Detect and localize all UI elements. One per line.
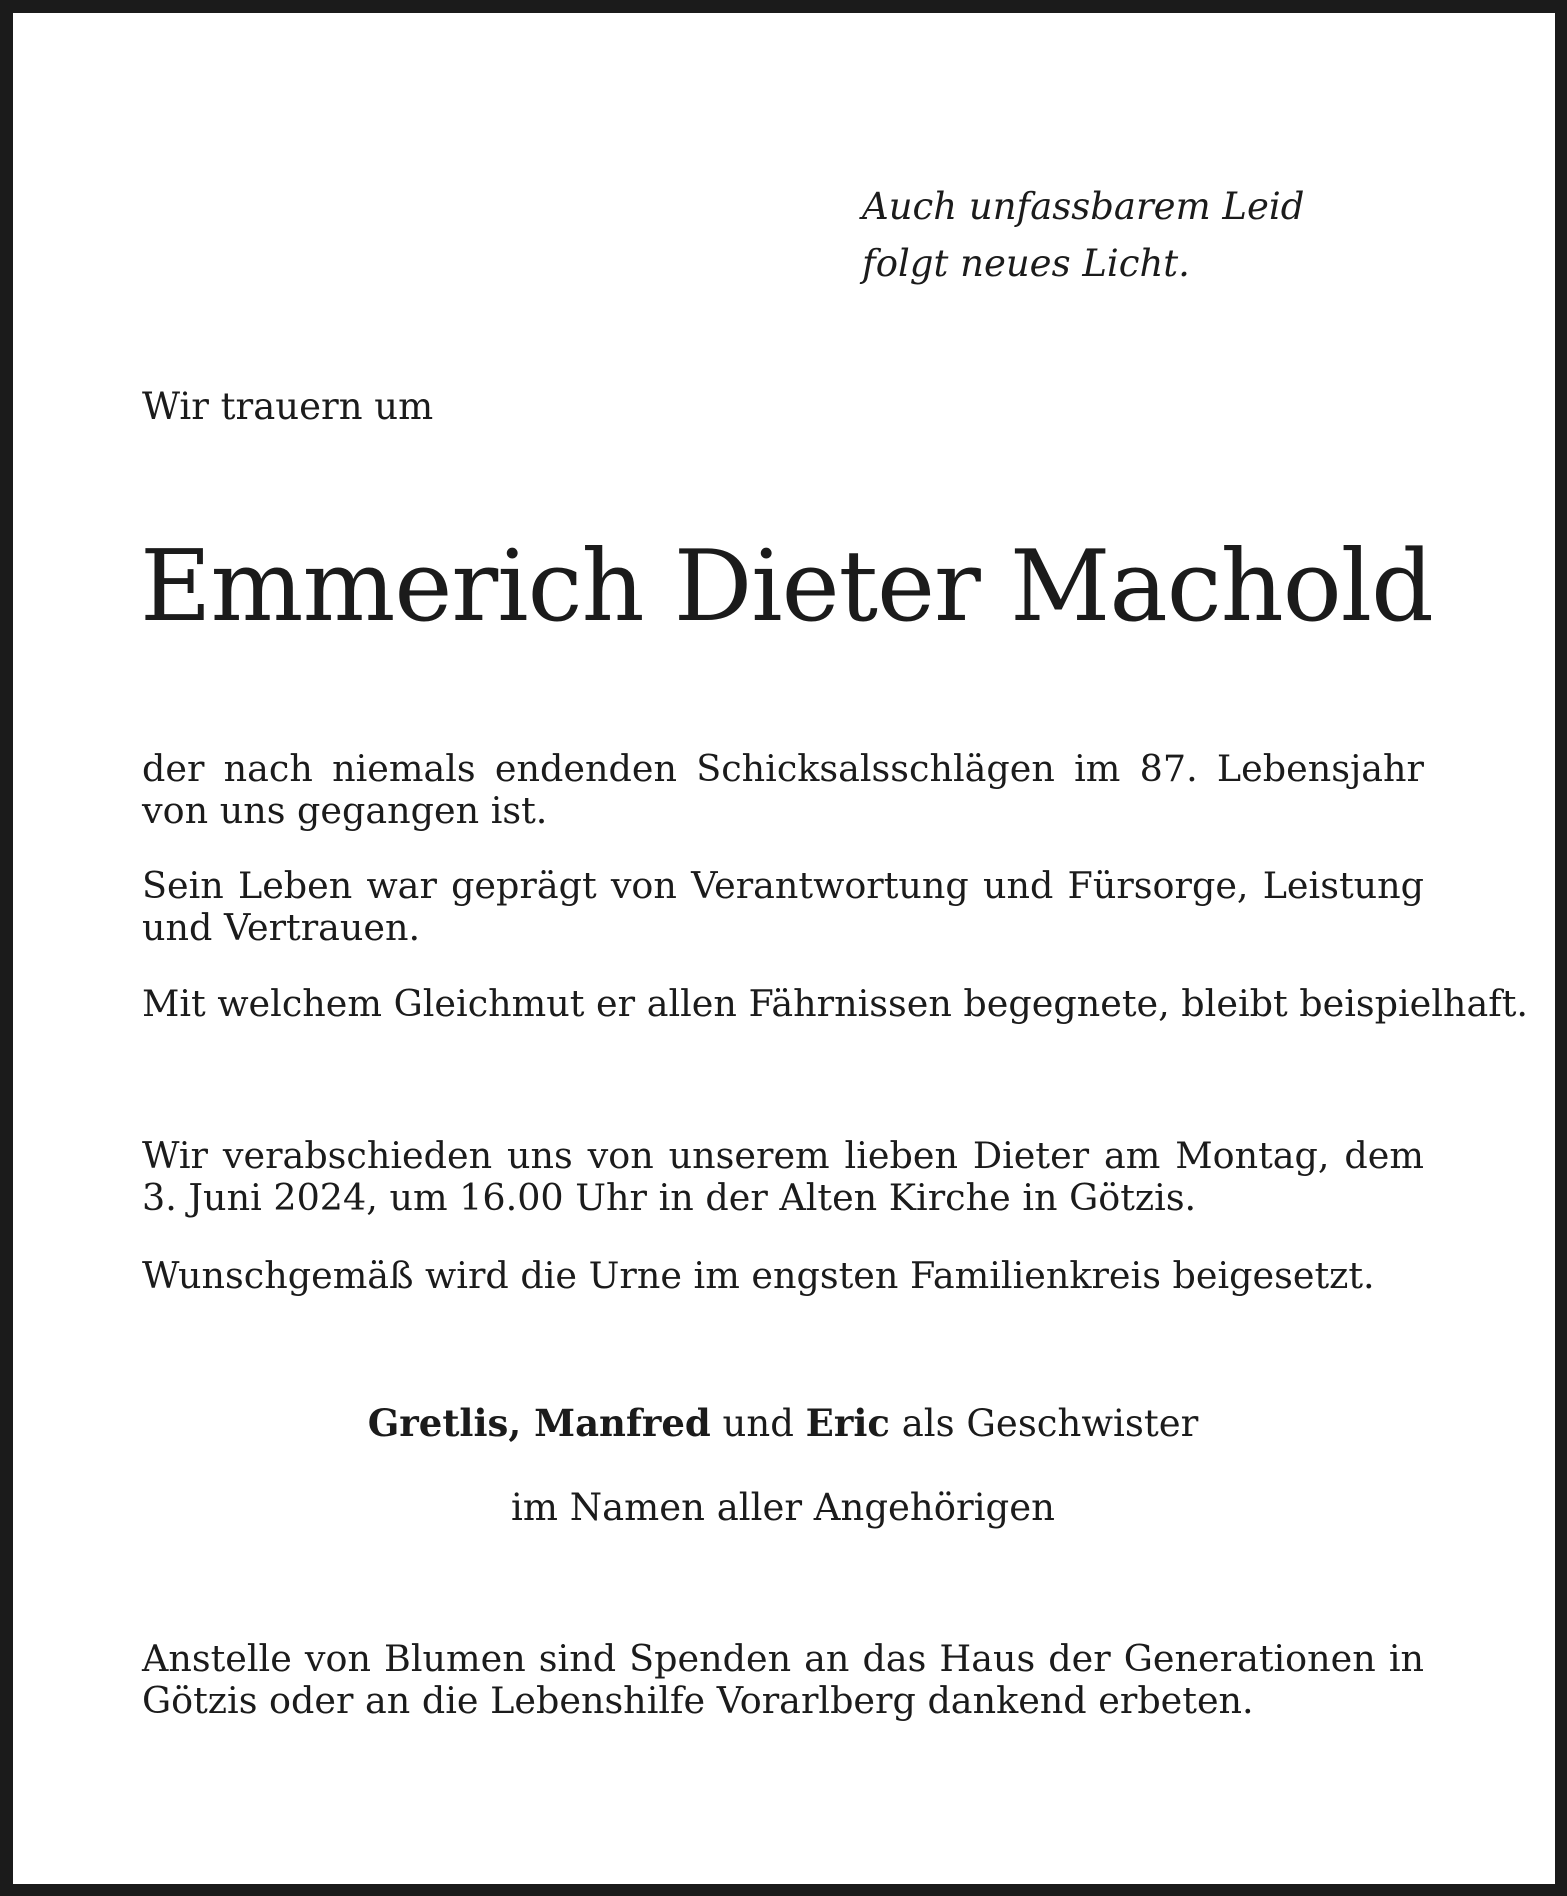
signers-line xyxy=(142,1400,1424,1447)
paragraph-life: Sein Leben war geprägt von Verantwortung und Fürsorge, Leistung und Vertrauen. xyxy=(142,864,1424,949)
motto-line-2: folgt neues Licht. xyxy=(862,242,1190,285)
paragraph-equanimity: Mit welchem Gleichmut er allen Fährnissen begegnete, bleibt beispielhaft. xyxy=(142,982,1528,1025)
paragraph-urn-burial: Wunschgemäß wird die Urne im engsten Familienkreis beigesetzt. xyxy=(142,1254,1375,1297)
on-behalf-line: im Namen aller Angehörigen xyxy=(511,1486,1055,1529)
deceased-name: Emmerich Dieter Machold xyxy=(140,530,1433,644)
signer-connector: und xyxy=(722,1402,794,1445)
paragraph-farewell-service: Wir verabschieden uns von unserem lieben Dieter am Montag, dem 3. Juni 2024, um 16.00 Uhr in der Alten Kirche in Götzis. xyxy=(142,1134,1424,1219)
mourning-intro: Wir trauern um xyxy=(142,385,434,428)
signer-role: als Geschwister xyxy=(901,1402,1199,1445)
motto-quote xyxy=(862,178,1382,292)
paragraph-passing: der nach niemals endenden Schicksalsschlägen im 87. Lebensjahr von uns gegangen ist. xyxy=(142,747,1424,832)
signer-names-2: Eric xyxy=(805,1401,890,1445)
signer-names-1: Gretlis, Manfred xyxy=(367,1401,711,1445)
motto-line-1: Auch unfassbarem Leid xyxy=(862,185,1305,228)
donation-note: Anstelle von Blumen sind Spenden an das Haus der Generationen in Götzis oder an die Lebenshilfe Vorarlberg dankend erbeten. xyxy=(142,1637,1424,1722)
